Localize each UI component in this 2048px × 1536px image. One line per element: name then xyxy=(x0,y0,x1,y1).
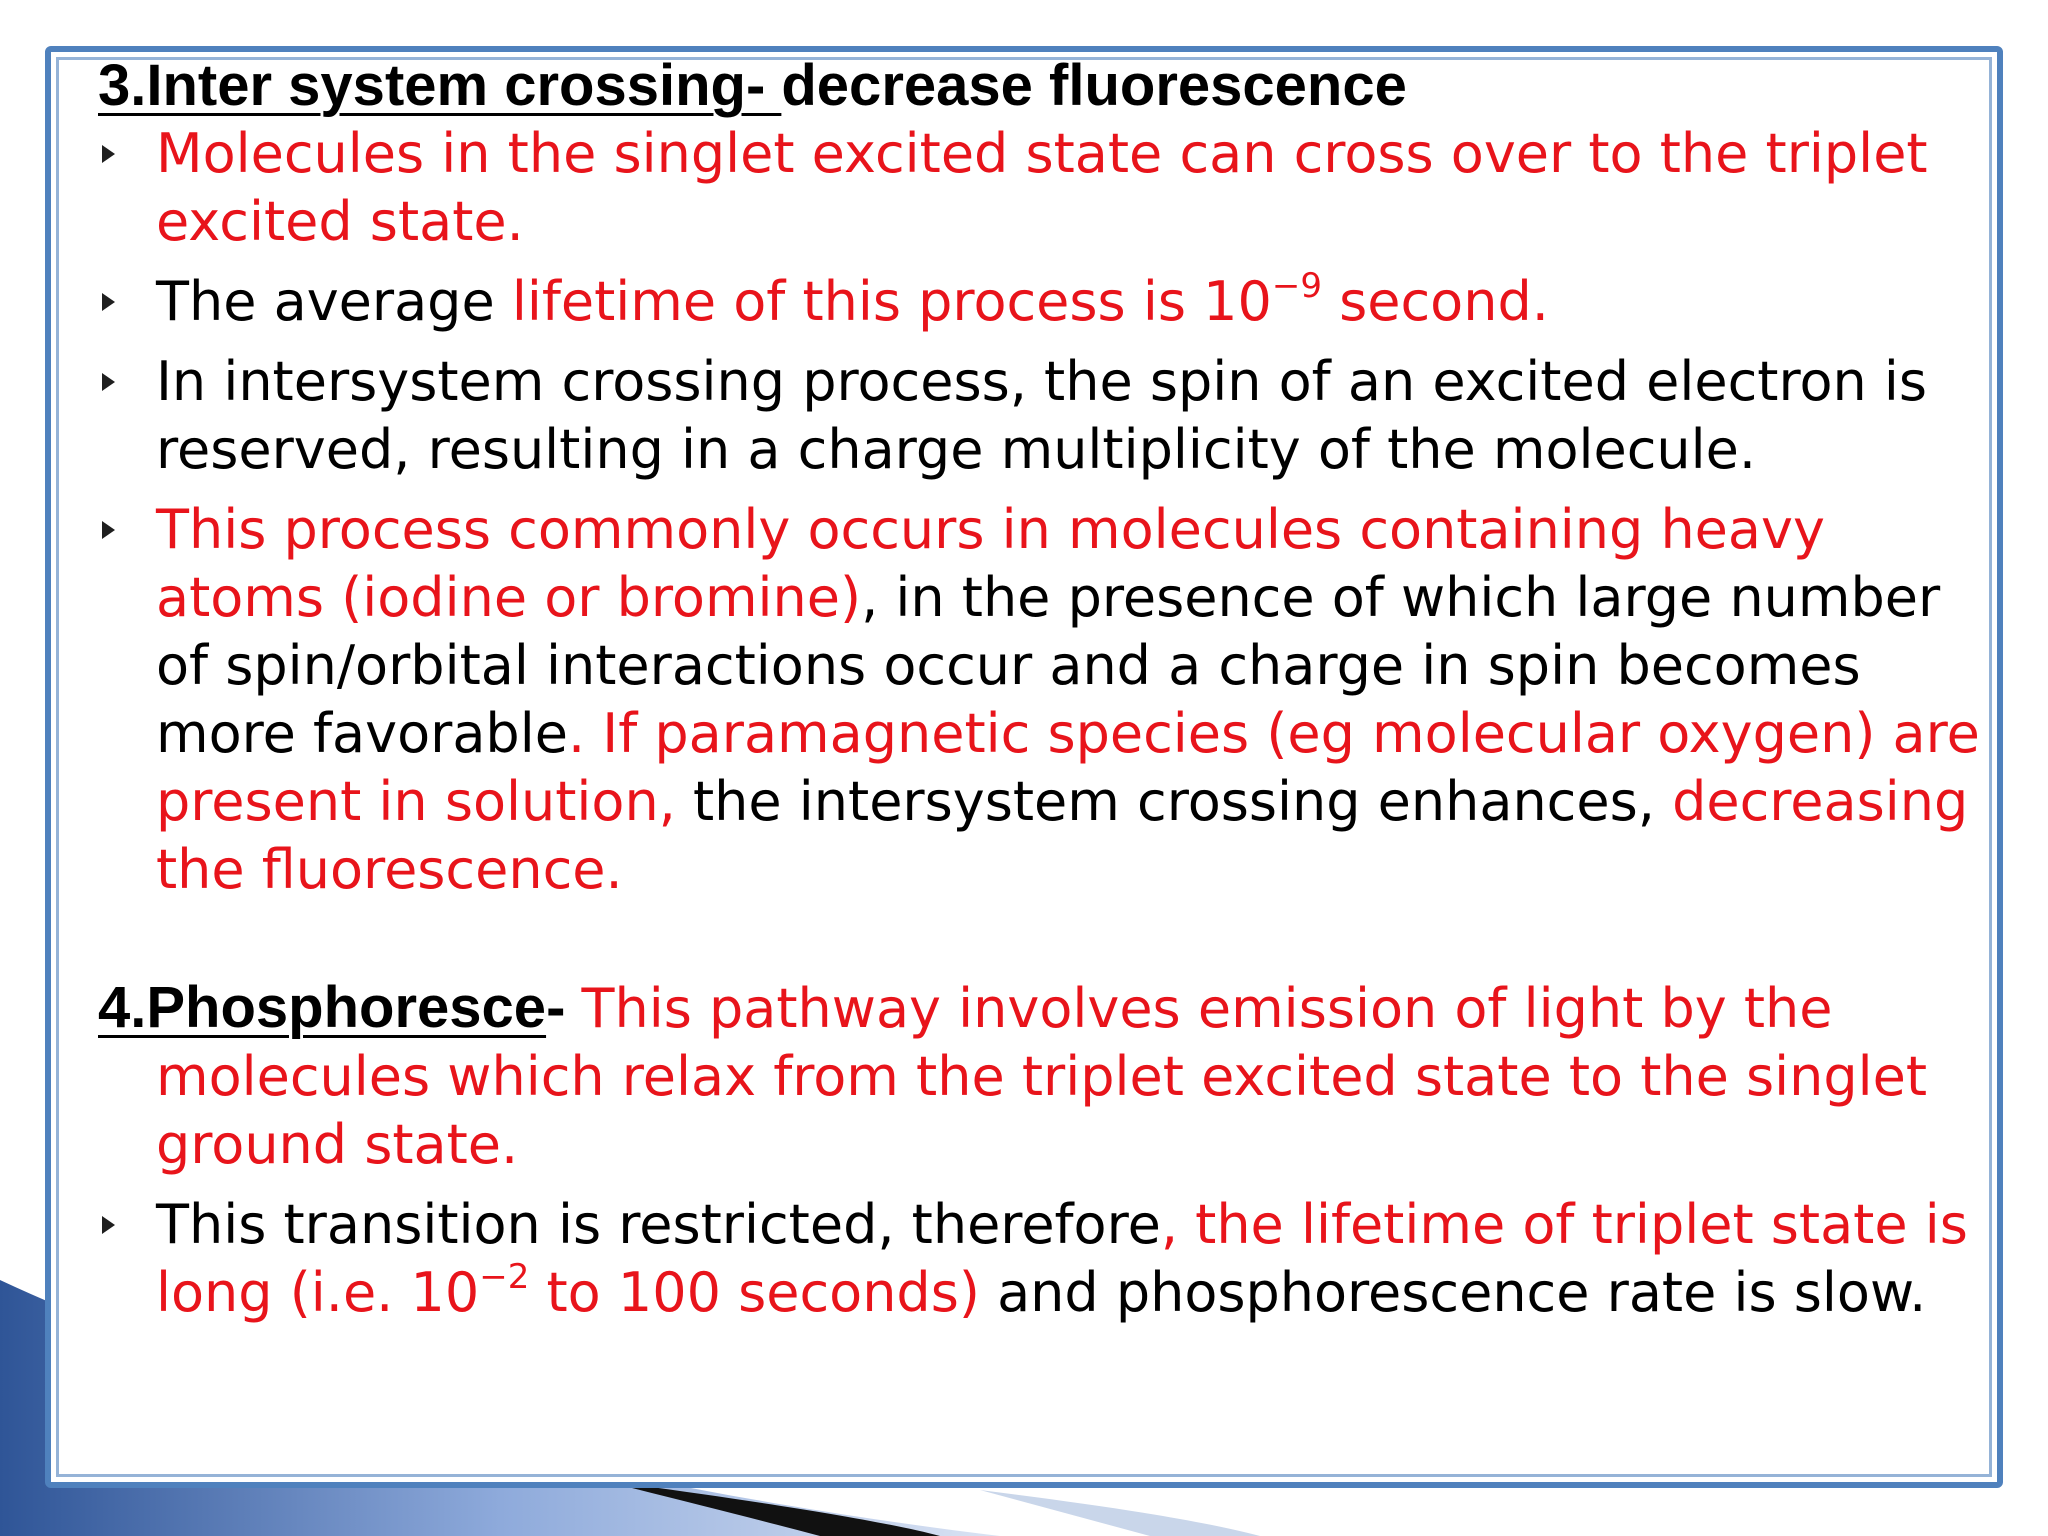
bullet-item-3 xyxy=(98,348,1998,484)
bullet-5-text-black-a: This transition is restricted, therefore xyxy=(156,1193,1161,1256)
section-3-heading-underlined: 3.Inter system crossing- xyxy=(98,53,782,118)
bullet-2-text-black: The average xyxy=(156,270,512,333)
bullet-arrow-icon xyxy=(102,373,115,391)
section-3-heading xyxy=(98,52,1998,120)
slide-content xyxy=(98,52,1998,1339)
bullet-5-exponent: −2 xyxy=(479,1257,530,1297)
bullet-4-text-red-b: . If paramagnetic species (eg molecular oxygen) are present in solution, xyxy=(156,702,1980,833)
bullet-2-text-red-end: second. xyxy=(1321,270,1549,333)
bullet-2-text-red: lifetime of this process is 10 xyxy=(511,270,1272,333)
bullet-item-5 xyxy=(98,1191,1998,1327)
bullet-4-text-black-b: the intersystem crossing enhances, xyxy=(675,770,1673,833)
bullet-3-text: In intersystem crossing process, the spin of an excited electron is reserved, resulting in a charge multiplicity of the molecule. xyxy=(156,350,1928,481)
bullet-arrow-icon xyxy=(102,521,115,539)
section-4-dash: - xyxy=(546,975,582,1040)
section-4-text: This pathway involves emission of light by the molecules which relax from the triplet excited state to the singlet ground state. xyxy=(156,977,1928,1176)
bullet-5-text-red-a: , the lifetime of triplet state is long (i.e. 10 xyxy=(156,1193,1968,1324)
bullet-1-text: Molecules in the singlet excited state can cross over to the triplet excited state. xyxy=(156,122,1928,253)
bullet-arrow-icon xyxy=(102,145,115,163)
bullet-arrow-icon xyxy=(102,293,115,311)
bullet-5-text-red-b: to 100 seconds) xyxy=(529,1261,980,1324)
spacer xyxy=(98,916,1998,974)
bullet-item-4 xyxy=(98,496,1998,904)
bullet-4-text-red-a: This process commonly occurs in molecules containing heavy atoms (iodine or bromine) xyxy=(156,498,1825,629)
section-4-heading: 4.Phosphoresce xyxy=(98,975,547,1040)
bullet-4-text-black-a: , in the presence of which large number of spin/orbital interactions occur and a charge in spin becomes more favorable xyxy=(156,566,1941,765)
section-4-paragraph xyxy=(98,974,1998,1179)
bullet-item-1 xyxy=(98,120,1998,256)
bullet-item-2 xyxy=(98,268,1998,336)
bullet-5-text-black-b: and phosphorescence rate is slow. xyxy=(979,1261,1927,1324)
section-3-heading-rest: decrease fluorescence xyxy=(781,53,1407,118)
bullet-4-text-red-c: decreasing the fluorescence. xyxy=(156,770,1969,901)
bullet-2-exponent: −9 xyxy=(1271,266,1322,306)
bullet-arrow-icon xyxy=(102,1216,115,1234)
